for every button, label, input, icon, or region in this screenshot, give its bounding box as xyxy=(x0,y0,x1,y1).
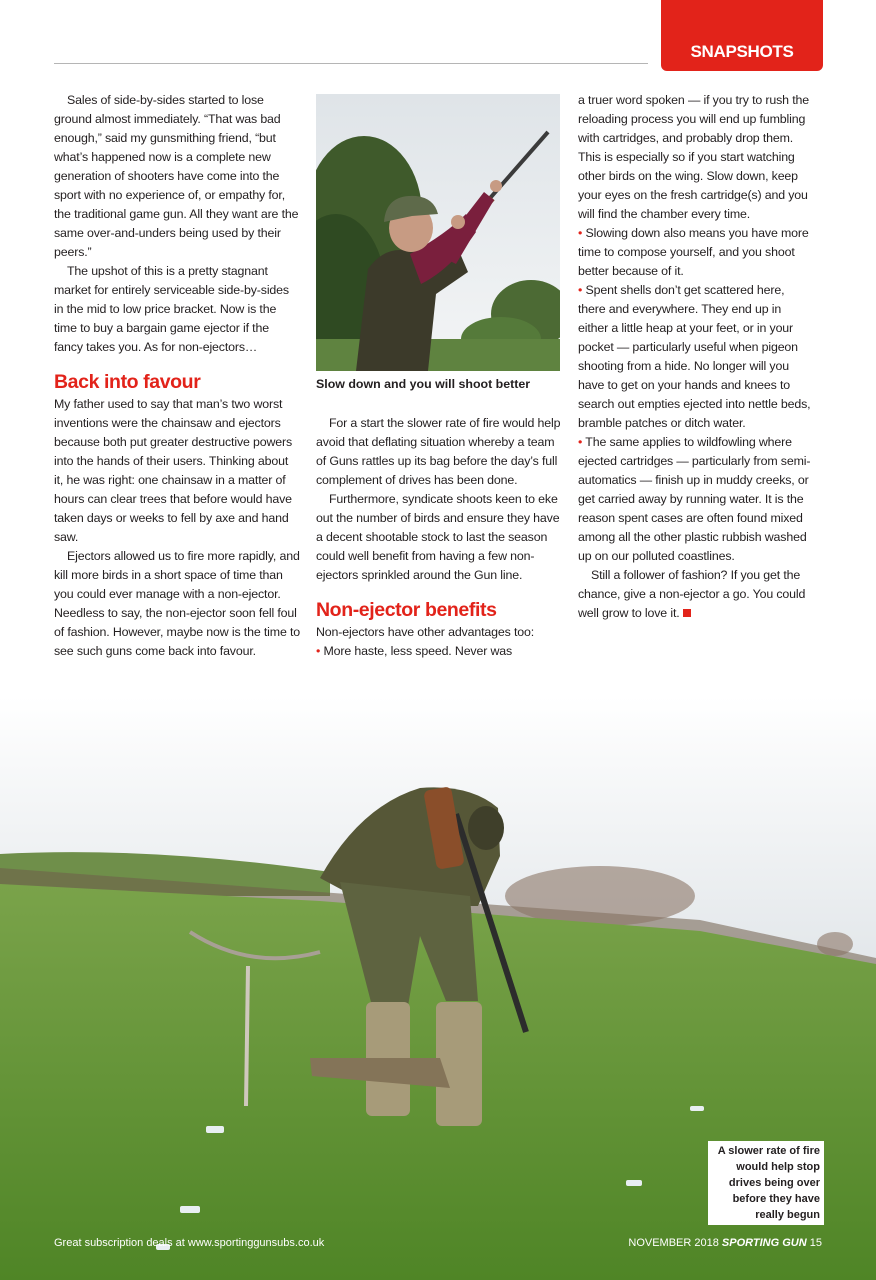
bullet-item: • The same applies to wildfowling where ejected cartridges — particularly from semi-automatics — finish up in muddy creeks, or get carried away by running water. It is the reason spent cases are often found mixed among all the other plastic rubbish washed up on our polluted coastlines. xyxy=(578,435,811,563)
header-rule xyxy=(54,63,648,64)
magazine-name: SPORTING GUN xyxy=(721,1237,807,1249)
article-column-2 xyxy=(316,414,562,661)
bullet-icon: • xyxy=(578,435,583,449)
paragraph: Ejectors allowed us to fire more rapidly, and kill more birds in a short space of time than you could ever manage with a non-ejector. Needless to say, the non-ejector soon fell foul of fashion. However, maybe now is the time to see such guns come back into favour. xyxy=(54,549,301,658)
bullet-icon: • xyxy=(578,283,583,297)
paragraph: a truer word spoken — if you try to rush the reloading process you will end up fumbling with cartridges, and probably drop them. This is especially so if you start watching other birds on the wing. Slow down, keep your eyes on the fresh cartridge(s) and you will find the chamber every time. xyxy=(578,93,809,221)
paragraph: Furthermore, syndicate shoots keen to eke out the number of birds and ensure they have a decent shootable stock to last the season could well benefit from having a few non-ejectors sprinkled around the Gun line. xyxy=(316,492,560,582)
paragraph: The upshot of this is a pretty stagnant market for entirely serviceable side-by-sides in the mid to low price bracket. Now is the time to buy a bargain game ejector if the fancy takes you. As for non-ejectors… xyxy=(54,264,289,354)
photo-caption-2: A slower rate of fire would help stop drives being over before they have really begun xyxy=(708,1141,824,1225)
article-column-3 xyxy=(578,91,814,623)
subheading-non-ejector-benefits: Non-ejector benefits xyxy=(316,599,497,621)
paragraph: Sales of side-by-sides started to lose ground almost immediately. “That was bad enough,” said my gunsmithing friend, “but what’s happened now is a complete new generation of shooters have come into the sport with no experience of, or empathy for, the traditional game gun. All they want are the same over-and-unders being used by their peers.” xyxy=(54,93,299,259)
paragraph: For a start the slower rate of fire would help avoid that deflating situation whereby a team of Guns rattles up its bag before the day’s full complement of drives has been done. xyxy=(316,416,561,487)
paragraph: Non-ejectors have other advantages too: xyxy=(316,625,535,639)
subscription-footer: Great subscription deals at www.sportinggunsubs.co.uk xyxy=(54,1237,325,1249)
shooter-photo xyxy=(316,94,560,371)
page-number: 15 xyxy=(809,1237,822,1249)
article-column-1 xyxy=(54,91,300,661)
paragraph: My father used to say that man’s two worst inventions were the chainsaw and ejectors because both put greater destructive powers into the hands of their users. Thinking about it, he was right: one chainsaw in a matter of hours can clear trees that before would have taken days or weeks to fell by axe and hand saw. xyxy=(54,397,293,544)
photo-caption: Slow down and you will shoot better xyxy=(316,377,531,391)
paragraph: Still a follower of fashion? If you get the chance, give a non-ejector a go. You could well grow to love it. xyxy=(578,568,806,620)
bullet-item: • Slowing down also means you have more time to compose yourself, and you shoot better because of it. xyxy=(578,226,809,278)
bullet-icon: • xyxy=(578,226,583,240)
bullet-item: • More haste, less speed. Never was xyxy=(316,644,513,658)
bullet-item: • Spent shells don’t get scattered here, there and everywhere. They end up in either a little heap at your feet, or in your pocket — particularly useful when pigeon shooting from a hide. No longer will you have to get on your hands and knees to search out empties ejected into nettle beds, bramble patches or ditch water. xyxy=(578,283,811,430)
subheading-back-into-favour: Back into favour xyxy=(54,371,201,393)
section-label: SNAPSHOTS xyxy=(690,42,794,61)
section-tab xyxy=(661,0,823,71)
folio xyxy=(628,1236,822,1250)
end-mark-icon xyxy=(683,609,691,617)
issue-date: NOVEMBER 2018 xyxy=(628,1237,719,1249)
bullet-icon: • xyxy=(316,644,321,658)
